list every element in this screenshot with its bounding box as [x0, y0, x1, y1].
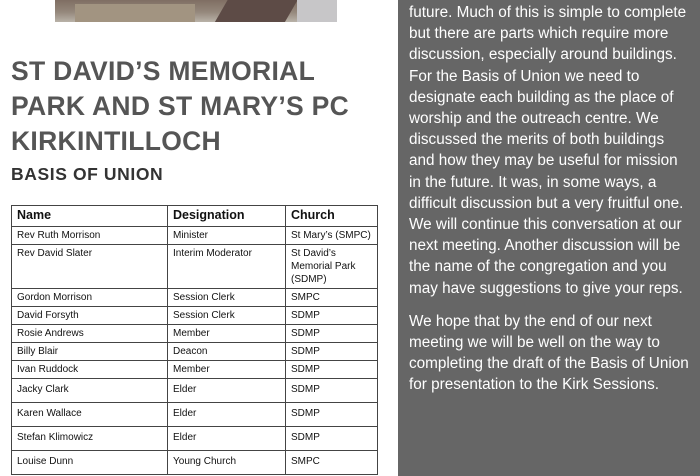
cell-designation: Young Church — [168, 451, 286, 475]
section-subtitle: BASIS OF UNION — [11, 164, 164, 184]
cell-name: Rev David Slater — [12, 245, 168, 289]
table-row — [12, 361, 378, 379]
header-name: Name — [12, 206, 168, 227]
cell-designation: Minister — [168, 227, 286, 245]
table-row — [12, 307, 378, 325]
table-row — [12, 427, 378, 451]
table-row — [12, 245, 378, 289]
table-row — [12, 325, 378, 343]
cell-church: St David’s Memorial Park (SDMP) — [286, 245, 378, 289]
title-line-2: PARK AND ST MARY’S PC — [11, 91, 350, 121]
cell-church: SDMP — [286, 379, 378, 403]
cell-designation: Deacon — [168, 343, 286, 361]
table-row — [12, 379, 378, 403]
cell-name: Louise Dunn — [12, 451, 168, 475]
page-title — [11, 54, 349, 159]
cell-designation: Session Clerk — [168, 289, 286, 307]
cell-church: SDMP — [286, 361, 378, 379]
cell-name: Ivan Ruddock — [12, 361, 168, 379]
title-line-1: ST DAVID’S MEMORIAL — [11, 56, 316, 86]
cell-name: Rev Ruth Morrison — [12, 227, 168, 245]
cell-church: SDMP — [286, 307, 378, 325]
cell-designation: Elder — [168, 403, 286, 427]
sidebar-paragraph-1: future. Much of this is simple to complete but there are parts which require more discussion, especially around buildings. For the Basis of Union we need to designate each building as the place of worship and the outreach centre. We discussed the merits of both buildings and how they may be useful for mission in the future. It was, in some ways, a difficult discussion but a very fruitful one. We will continue this conversation at our next meeting. Another discussion will be the name of the congregation and you may have suggestions to give your reps. — [409, 4, 687, 297]
cell-name: Rosie Andrews — [12, 325, 168, 343]
sidebar-paragraph-2: We hope that by the end of our next meeting we will be well on the way to completing the draft of the Basis of Union for presentation to the Kirk Sessions. — [409, 312, 689, 394]
cell-name: Billy Blair — [12, 343, 168, 361]
cell-designation: Session Clerk — [168, 307, 286, 325]
church-photo — [55, 0, 337, 22]
table-row — [12, 343, 378, 361]
cell-church: SDMP — [286, 403, 378, 427]
cell-church: SDMP — [286, 343, 378, 361]
cell-designation: Elder — [168, 379, 286, 403]
members-table — [11, 205, 378, 475]
cell-name: Stefan Klimowicz — [12, 427, 168, 451]
photo-roof — [211, 0, 304, 22]
table-row — [12, 289, 378, 307]
header-designation: Designation — [168, 206, 286, 227]
table-row — [12, 403, 378, 427]
table-header-row — [12, 206, 378, 227]
header-church: Church — [286, 206, 378, 227]
photo-sky — [297, 0, 337, 22]
cell-name: David Forsyth — [12, 307, 168, 325]
photo-wall — [75, 4, 195, 22]
cell-name: Gordon Morrison — [12, 289, 168, 307]
cell-church: SDMP — [286, 325, 378, 343]
table-row — [12, 227, 378, 245]
cell-name: Karen Wallace — [12, 403, 168, 427]
sidebar-panel — [398, 0, 700, 476]
table-row — [12, 451, 378, 475]
cell-designation: Member — [168, 361, 286, 379]
cell-church: SDMP — [286, 427, 378, 451]
cell-church: St Mary’s (SMPC) — [286, 227, 378, 245]
cell-church: SMPC — [286, 451, 378, 475]
title-line-3: KIRKINTILLOCH — [11, 126, 221, 156]
cell-designation: Member — [168, 325, 286, 343]
sidebar-text — [409, 0, 691, 396]
cell-church: SMPC — [286, 289, 378, 307]
cell-designation: Elder — [168, 427, 286, 451]
cell-name: Jacky Clark — [12, 379, 168, 403]
cell-designation: Interim Moderator — [168, 245, 286, 289]
